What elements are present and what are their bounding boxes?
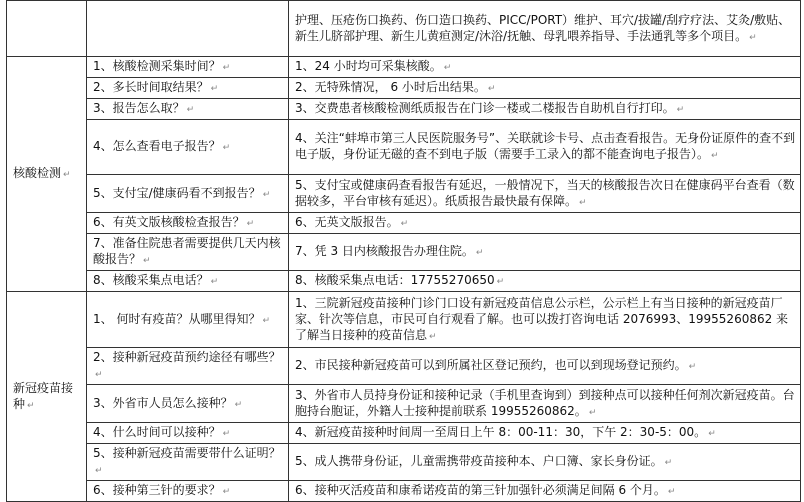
table-row xyxy=(7,444,801,481)
paragraph-mark: ↵ xyxy=(210,277,219,287)
question-cell xyxy=(87,385,289,423)
category-label: 核酸检测 xyxy=(13,166,62,180)
answer-text: 4、关注“蚌埠市第三人民医院服务号”、关联就诊卡号、点击查看报告。无身份证原件的查不到电子版，身份证无磁的查不到电子版（需要手工录入的都不能查询电子报告）。 xyxy=(295,131,796,161)
answer-text: 2、市民接种新冠疫苗可以到所属社区登记预约，也可以到现场登记预约。 xyxy=(295,358,687,372)
answer-text: 3、外省市人员持身份证和接种记录（手机里查询到）到接种点可以接种任何剂次新冠疫苗。台胞持台胞证，外籍人士接种提前联系 19955260862。 xyxy=(295,387,795,418)
answer-cell xyxy=(289,78,801,99)
table-row xyxy=(7,271,801,292)
question-cell xyxy=(87,234,289,271)
table-row xyxy=(7,99,801,120)
question-text: 1、核酸检测采集时间？ xyxy=(93,59,221,73)
question-cell xyxy=(87,348,289,385)
paragraph-mark: ↵ xyxy=(95,370,103,380)
paragraph-mark: ↵ xyxy=(95,466,103,476)
paragraph-mark: ↵ xyxy=(222,487,231,497)
answer-cell xyxy=(289,175,801,213)
answer-cell xyxy=(289,444,801,481)
answer-cell xyxy=(289,292,801,348)
paragraph-mark: ↵ xyxy=(667,487,676,497)
question-cell xyxy=(87,481,289,502)
answer-text: 6、接种灭活疫苗和康希诺疫苗的第三针加强针必须满足间隔 6 个月。 xyxy=(295,483,666,497)
answer-cell xyxy=(289,120,801,175)
answer-text: 护理、压疮伤口换药、伤口造口换药、PICC/PORT）维护、耳穴/拔罐/刮疗疗法、艾灸/敷贴、新生儿脐部护理、新生儿黄疸测定/沐浴/抚触、母乳喂养指导、手法通乳等多个项目。 xyxy=(295,12,791,43)
paragraph-mark: ↵ xyxy=(579,197,587,208)
paragraph-mark: ↵ xyxy=(496,277,505,287)
question-cell xyxy=(87,120,289,175)
question-text: 6、接种第三针的要求？ xyxy=(93,483,221,497)
table-row xyxy=(7,423,801,444)
question-text: 4、什么时间可以接种？ xyxy=(93,425,221,439)
answer-text: 1、三院新冠疫苗接种门诊门口设有新冠疫苗信息公示栏，公示栏上有当日接种的新冠疫苗厂家、针次等信息，市民可自行观看了解。也可以拨打咨询电话 2076993、19955260862 来了解当日接种的疫苗信息 xyxy=(295,295,789,342)
answer-cell xyxy=(289,348,801,385)
question-text: 5、支付宝/健康码看不到报告？ xyxy=(93,185,261,200)
paragraph-mark: ↵ xyxy=(676,105,685,115)
paragraph-mark: ↵ xyxy=(475,248,484,258)
paragraph-mark: ↵ xyxy=(708,429,716,439)
question-text: 8、核酸采集点电话？ xyxy=(93,273,209,287)
paragraph-mark: ↵ xyxy=(27,400,35,411)
paragraph-mark: ↵ xyxy=(222,63,231,73)
answer-text: 7、凭 3 日内核酸报告办理住院。 xyxy=(295,244,474,258)
table-row xyxy=(7,385,801,423)
paragraph-mark: ↵ xyxy=(749,32,757,43)
paragraph-mark: ↵ xyxy=(143,256,151,266)
paragraph-mark: ↵ xyxy=(222,429,231,439)
answer-cell xyxy=(289,57,801,78)
paragraph-mark: ↵ xyxy=(262,189,271,200)
question-text: 5、接种新冠疫苗需要带什么证明？ xyxy=(93,446,281,460)
answer-text: 4、新冠疫苗接种时间周一至周日上午 8：00-11：30，下午 2：30-5：00。 xyxy=(295,425,707,439)
table-row xyxy=(7,78,801,99)
paragraph-mark: ↵ xyxy=(588,407,597,418)
category-cell-empty xyxy=(7,1,87,57)
answer-text: 1、24 小时均可采集核酸。 xyxy=(295,59,442,73)
table-row xyxy=(7,213,801,234)
answer-cell xyxy=(289,213,801,234)
question-cell xyxy=(87,213,289,234)
table-row xyxy=(7,234,801,271)
paragraph-mark: ↵ xyxy=(262,315,270,326)
paragraph-mark: ↵ xyxy=(210,84,219,94)
table-row xyxy=(7,175,801,213)
paragraph-mark: ↵ xyxy=(688,362,697,372)
question-cell xyxy=(87,271,289,292)
question-cell xyxy=(87,292,289,348)
table-row xyxy=(7,481,801,502)
answer-cell xyxy=(289,481,801,502)
question-text: 3、外省市人员怎么接种？ xyxy=(93,395,233,410)
category-cell-nucleic-test xyxy=(7,57,87,292)
table-row xyxy=(7,348,801,385)
answer-cell xyxy=(289,99,801,120)
table-row xyxy=(7,292,801,348)
question-text: 3、报告怎么取？ xyxy=(93,101,185,115)
question-text: 7、准备住院患者需要提供几天内核酸报告？ xyxy=(93,236,281,266)
answer-cell xyxy=(289,1,801,57)
table-row xyxy=(7,120,801,175)
question-cell xyxy=(87,444,289,481)
paragraph-mark: ↵ xyxy=(246,219,255,229)
paragraph-mark: ↵ xyxy=(429,331,437,342)
paragraph-mark: ↵ xyxy=(664,458,673,468)
answer-cell xyxy=(289,234,801,271)
answer-cell xyxy=(289,423,801,444)
paragraph-mark: ↵ xyxy=(186,105,195,115)
paragraph-mark: ↵ xyxy=(487,84,496,94)
question-cell xyxy=(87,423,289,444)
paragraph-mark: ↵ xyxy=(63,170,71,180)
paragraph-mark: ↵ xyxy=(400,219,409,229)
question-cell xyxy=(87,78,289,99)
question-cell xyxy=(87,99,289,120)
question-cell xyxy=(87,175,289,213)
question-cell xyxy=(87,57,289,78)
paragraph-mark: ↵ xyxy=(711,151,719,161)
paragraph-mark: ↵ xyxy=(234,399,243,410)
question-text: 4、怎么查看电子报告？ xyxy=(93,139,221,153)
answer-text: 3、交费患者核酸检测纸质报告在门诊一楼或二楼报告自助机自行打印。 xyxy=(295,101,675,115)
answer-text: 5、支付宝或健康码查看报告有延迟，一般情况下，当天的核酸报告次日在健康码平台查看（数据较多，平台审核有延迟）。纸质报告最快最有保障。 xyxy=(295,177,795,208)
answer-cell xyxy=(289,385,801,423)
paragraph-mark: ↵ xyxy=(222,143,231,153)
paragraph-mark: ↵ xyxy=(443,63,452,73)
answer-text: 8、核酸采集点电话：17755270650 xyxy=(295,273,495,287)
answer-text: 2、无特殊情况， 6 小时后出结果。 xyxy=(295,80,486,94)
question-cell-empty xyxy=(87,1,289,57)
answer-text: 6、无英文版报告。 xyxy=(295,215,399,229)
table-row xyxy=(7,57,801,78)
question-text: 2、多长时间取结果？ xyxy=(93,80,209,94)
faq-table xyxy=(6,0,801,502)
question-text: 2、接种新冠疫苗预约途径有哪些？ xyxy=(93,350,281,364)
category-cell-vaccination xyxy=(7,292,87,502)
answer-cell xyxy=(289,271,801,292)
question-text: 1、 何时有疫苗？从哪里得知？ xyxy=(93,311,261,326)
category-label: 新冠疫苗接种 xyxy=(13,380,74,411)
table-row-continued xyxy=(7,1,801,57)
question-text: 6、有英文版核酸检查报告？ xyxy=(93,215,245,229)
answer-text: 5、成人携带身份证，儿童需携带疫苗接种本、户口簿、家长身份证。 xyxy=(295,454,663,468)
